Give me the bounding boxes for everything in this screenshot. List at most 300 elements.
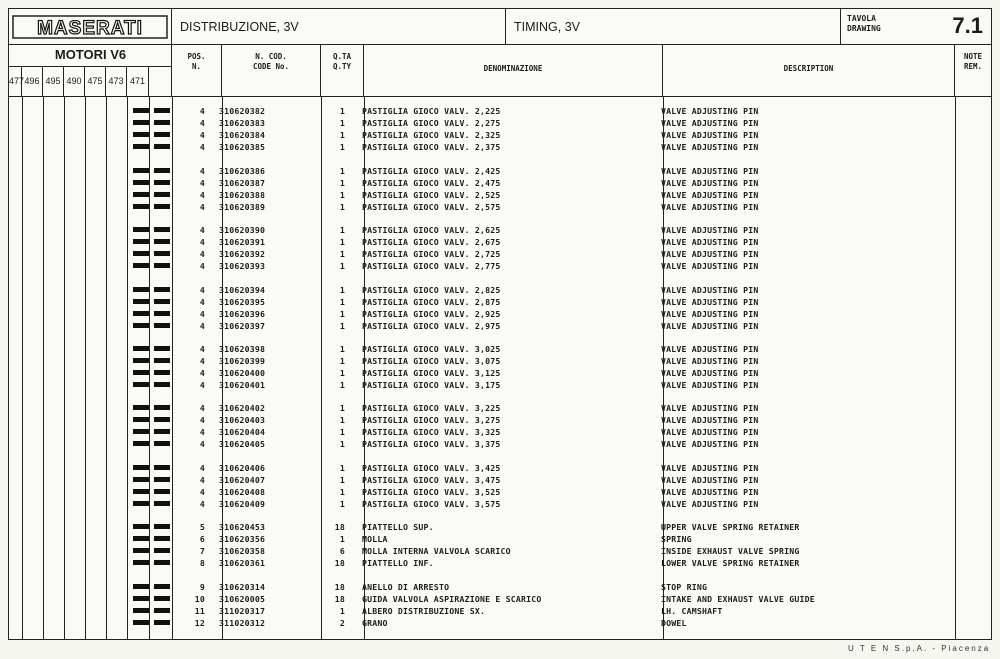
applicability-mark xyxy=(154,251,170,256)
description-cell: VALVE ADJUSTING PIN xyxy=(661,414,759,425)
description-cell: VALVE ADJUSTING PIN xyxy=(661,367,759,378)
applicability-mark xyxy=(133,180,149,185)
code-cell: 310620453 xyxy=(219,522,266,532)
qty-header: Q.TA Q.TY xyxy=(321,44,364,96)
applicability-mark xyxy=(133,263,149,268)
denominazione-cell: PASTIGLIA GIOCO VALV. 2,325 xyxy=(362,129,501,140)
description-cell: VALVE ADJUSTING PIN xyxy=(661,117,759,128)
applicability-mark xyxy=(133,560,149,565)
table-row xyxy=(9,141,991,153)
qty-cell: 1 xyxy=(339,189,345,200)
qty-cell: 1 xyxy=(339,379,345,390)
pos-cell: 4 xyxy=(199,166,205,176)
pos-cell: 4 xyxy=(199,463,205,473)
applicability-mark xyxy=(154,132,170,137)
svg-text:MASERATI: MASERATI xyxy=(37,17,143,39)
denominazione-cell: PASTIGLIA GIOCO VALV. 3,575 xyxy=(362,498,501,509)
applicability-mark xyxy=(133,382,149,387)
table-row xyxy=(9,236,991,248)
qty-cell: 1 xyxy=(339,117,345,128)
applicability-mark xyxy=(154,299,170,304)
table-row xyxy=(9,320,991,332)
table-row xyxy=(9,105,991,117)
code-cell: 310620395 xyxy=(219,296,266,307)
applicability-mark xyxy=(154,287,170,292)
pos-cell: 4 xyxy=(199,355,205,366)
denominazione-cell: MOLLA INTERNA VALVOLA SCARICO xyxy=(362,545,511,556)
table-row xyxy=(9,533,991,545)
applicability-mark xyxy=(133,239,149,244)
parts-catalog-page xyxy=(8,8,992,640)
table-row xyxy=(9,308,991,320)
qty-cell: 18 xyxy=(334,557,345,568)
pos-header: POS. N. xyxy=(172,44,222,96)
table-row xyxy=(9,426,991,438)
engine-column-473: 473 xyxy=(106,66,127,96)
qty-cell: 1 xyxy=(339,177,345,188)
table-row xyxy=(9,474,991,486)
applicability-mark xyxy=(133,120,149,125)
pos-cell: 4 xyxy=(199,320,205,331)
applicability-mark xyxy=(154,346,170,351)
denominazione-cell: PASTIGLIA GIOCO VALV. 2,525 xyxy=(362,189,501,200)
qty-cell: 1 xyxy=(339,498,345,509)
qty-cell: 1 xyxy=(339,236,345,247)
applicability-mark xyxy=(133,168,149,173)
applicability-mark xyxy=(133,370,149,375)
applicability-mark xyxy=(154,227,170,232)
denominazione-cell: PASTIGLIA GIOCO VALV. 2,825 xyxy=(362,285,501,295)
code-cell: 310620401 xyxy=(219,379,266,390)
description-cell: VALVE ADJUSTING PIN xyxy=(661,106,759,116)
qty-cell: 1 xyxy=(339,344,345,354)
code-cell: 310620409 xyxy=(219,498,266,509)
qty-cell: 1 xyxy=(339,463,345,473)
table-row xyxy=(9,260,991,272)
applicability-mark xyxy=(154,144,170,149)
maserati-logo-icon xyxy=(12,14,168,40)
denominazione-cell: MOLLA xyxy=(362,533,388,544)
applicability-mark xyxy=(154,239,170,244)
description-cell: VALVE ADJUSTING PIN xyxy=(661,285,759,295)
code-cell: 310620388 xyxy=(219,189,266,200)
code-cell: 310620386 xyxy=(219,166,266,176)
applicability-mark xyxy=(133,323,149,328)
applicability-mark xyxy=(154,524,170,529)
denominazione-cell: ANELLO DI ARRESTO xyxy=(362,582,450,592)
pos-cell: 4 xyxy=(199,486,205,497)
applicability-mark xyxy=(133,299,149,304)
table-row xyxy=(9,402,991,414)
applicability-mark xyxy=(154,192,170,197)
denominazione-cell: PASTIGLIA GIOCO VALV. 2,625 xyxy=(362,225,501,235)
denominazione-cell: GRANO xyxy=(362,617,388,628)
denominazione-header: DENOMINAZIONE xyxy=(364,44,663,96)
pos-cell: 4 xyxy=(199,438,205,449)
description-cell: VALVE ADJUSTING PIN xyxy=(661,379,759,390)
qty-cell: 6 xyxy=(339,545,345,556)
description-cell: VALVE ADJUSTING PIN xyxy=(661,296,759,307)
brand-logo xyxy=(9,9,172,44)
description-cell: VALVE ADJUSTING PIN xyxy=(661,166,759,176)
applicability-mark xyxy=(133,465,149,470)
table-row xyxy=(9,617,991,629)
pos-cell: 4 xyxy=(199,474,205,485)
applicability-mark xyxy=(133,192,149,197)
applicability-mark xyxy=(154,417,170,422)
denominazione-cell: PASTIGLIA GIOCO VALV. 3,325 xyxy=(362,426,501,437)
denominazione-cell: PASTIGLIA GIOCO VALV. 3,075 xyxy=(362,355,501,366)
denominazione-cell: PIATTELLO SUP. xyxy=(362,522,434,532)
table-row xyxy=(9,284,991,296)
applicability-mark xyxy=(133,204,149,209)
drawing-number-box xyxy=(841,9,991,44)
description-cell: VALVE ADJUSTING PIN xyxy=(661,426,759,437)
applicability-mark xyxy=(133,108,149,113)
pos-cell: 4 xyxy=(199,296,205,307)
applicability-mark xyxy=(133,596,149,601)
code-cell: 310620394 xyxy=(219,285,266,295)
denominazione-cell: PASTIGLIA GIOCO VALV. 2,875 xyxy=(362,296,501,307)
applicability-mark xyxy=(133,548,149,553)
engine-column-490: 490 xyxy=(64,66,85,96)
code-cell: 310620396 xyxy=(219,308,266,319)
applicability-mark xyxy=(154,358,170,363)
table-row xyxy=(9,296,991,308)
description-cell: LOWER VALVE SPRING RETAINER xyxy=(661,557,800,568)
pos-cell: 4 xyxy=(199,426,205,437)
description-cell: STOP RING xyxy=(661,582,708,592)
code-cell: 310620382 xyxy=(219,106,266,116)
denominazione-cell: PASTIGLIA GIOCO VALV. 3,025 xyxy=(362,344,501,354)
code-cell: 310620392 xyxy=(219,248,266,259)
code-cell: 310620358 xyxy=(219,545,266,556)
applicability-mark xyxy=(133,501,149,506)
qty-cell: 1 xyxy=(339,474,345,485)
applicability-mark xyxy=(154,370,170,375)
code-cell: 310620397 xyxy=(219,320,266,331)
qty-cell: 1 xyxy=(339,225,345,235)
description-cell: LH. CAMSHAFT xyxy=(661,605,723,616)
code-cell: 310620393 xyxy=(219,260,266,271)
description-cell: SPRING xyxy=(661,533,692,544)
pos-cell: 4 xyxy=(199,260,205,271)
denominazione-cell: ALBERO DISTRIBUZIONE SX. xyxy=(362,605,486,616)
description-cell: VALVE ADJUSTING PIN xyxy=(661,225,759,235)
applicability-mark xyxy=(154,180,170,185)
table-row xyxy=(9,201,991,213)
applicability-mark xyxy=(154,501,170,506)
qty-cell: 1 xyxy=(339,486,345,497)
table-row xyxy=(9,521,991,533)
code-cell: 310620399 xyxy=(219,355,266,366)
qty-cell: 1 xyxy=(339,355,345,366)
applicability-mark xyxy=(154,560,170,565)
applicability-mark xyxy=(154,429,170,434)
pos-cell: 4 xyxy=(199,248,205,259)
code-cell: 310620400 xyxy=(219,367,266,378)
code-cell: 310620391 xyxy=(219,236,266,247)
applicability-mark xyxy=(133,584,149,589)
applicability-mark xyxy=(154,584,170,589)
code-cell: 310620314 xyxy=(219,582,266,592)
description-cell: VALVE ADJUSTING PIN xyxy=(661,141,759,152)
qty-cell: 1 xyxy=(339,414,345,425)
pos-cell: 4 xyxy=(199,403,205,413)
section-title-en: TIMING, 3V xyxy=(506,9,841,44)
qty-cell: 18 xyxy=(334,593,345,604)
qty-cell: 1 xyxy=(339,403,345,413)
engine-column-471: 471 xyxy=(127,66,149,96)
pos-cell: 4 xyxy=(199,236,205,247)
pos-cell: 4 xyxy=(199,129,205,140)
applicability-mark xyxy=(154,489,170,494)
denominazione-cell: PASTIGLIA GIOCO VALV. 3,175 xyxy=(362,379,501,390)
applicability-mark xyxy=(133,441,149,446)
pos-cell: 4 xyxy=(199,225,205,235)
description-cell: VALVE ADJUSTING PIN xyxy=(661,474,759,485)
denominazione-cell: PASTIGLIA GIOCO VALV. 2,375 xyxy=(362,141,501,152)
description-cell: INTAKE AND EXHAUST VALVE GUIDE xyxy=(661,593,815,604)
engine-column-495: 495 xyxy=(43,66,64,96)
applicability-mark xyxy=(154,323,170,328)
pos-cell: 4 xyxy=(199,367,205,378)
code-cell: 310620408 xyxy=(219,486,266,497)
applicability-mark xyxy=(133,524,149,529)
applicability-mark xyxy=(133,620,149,625)
denominazione-cell: PASTIGLIA GIOCO VALV. 3,475 xyxy=(362,474,501,485)
denominazione-cell: PASTIGLIA GIOCO VALV. 3,225 xyxy=(362,403,501,413)
pos-cell: 8 xyxy=(199,557,205,568)
qty-cell: 1 xyxy=(339,426,345,437)
qty-cell: 1 xyxy=(339,260,345,271)
qty-cell: 1 xyxy=(339,129,345,140)
table-row xyxy=(9,177,991,189)
table-row xyxy=(9,414,991,426)
table-row xyxy=(9,189,991,201)
pos-cell: 4 xyxy=(199,177,205,188)
qty-cell: 1 xyxy=(339,320,345,331)
pos-cell: 4 xyxy=(199,117,205,128)
qty-cell: 1 xyxy=(339,438,345,449)
denominazione-cell: GUIDA VALVOLA ASPIRAZIONE E SCARICO xyxy=(362,593,542,604)
applicability-mark xyxy=(133,417,149,422)
table-row xyxy=(9,462,991,474)
description-cell: VALVE ADJUSTING PIN xyxy=(661,308,759,319)
qty-cell: 1 xyxy=(339,367,345,378)
table-row xyxy=(9,248,991,260)
pos-cell: 5 xyxy=(199,522,205,532)
tavola-label: TAVOLA xyxy=(847,14,876,23)
motori-header xyxy=(9,44,172,96)
denominazione-cell: PASTIGLIA GIOCO VALV. 2,425 xyxy=(362,166,501,176)
table-row xyxy=(9,605,991,617)
denominazione-cell: PASTIGLIA GIOCO VALV. 3,375 xyxy=(362,438,501,449)
qty-cell: 2 xyxy=(339,617,345,628)
description-cell: DOWEL xyxy=(661,617,687,628)
applicability-mark xyxy=(154,548,170,553)
table-row xyxy=(9,593,991,605)
description-cell: VALVE ADJUSTING PIN xyxy=(661,260,759,271)
applicability-mark xyxy=(133,227,149,232)
section-title-it: DISTRIBUZIONE, 3V xyxy=(172,9,506,44)
qty-cell: 1 xyxy=(339,296,345,307)
header-bar xyxy=(9,9,991,45)
applicability-mark xyxy=(154,382,170,387)
description-cell: VALVE ADJUSTING PIN xyxy=(661,236,759,247)
code-header: N. COD. CODE No. xyxy=(222,44,321,96)
denominazione-cell: PASTIGLIA GIOCO VALV. 2,775 xyxy=(362,260,501,271)
code-cell: 310620405 xyxy=(219,438,266,449)
code-cell: 310620361 xyxy=(219,557,266,568)
code-cell: 310620383 xyxy=(219,117,266,128)
table-row xyxy=(9,581,991,593)
qty-cell: 1 xyxy=(339,201,345,212)
pos-cell: 4 xyxy=(199,106,205,116)
applicability-mark xyxy=(133,489,149,494)
applicability-mark xyxy=(154,405,170,410)
code-cell: 310620356 xyxy=(219,533,266,544)
description-cell: VALVE ADJUSTING PIN xyxy=(661,129,759,140)
pos-cell: 11 xyxy=(194,605,205,616)
pos-cell: 4 xyxy=(199,379,205,390)
pos-cell: 4 xyxy=(199,285,205,295)
table-row xyxy=(9,343,991,355)
code-cell: 311020317 xyxy=(219,605,266,616)
drawing-label: DRAWING xyxy=(847,24,881,33)
qty-cell: 1 xyxy=(339,285,345,295)
code-cell: 310620404 xyxy=(219,426,266,437)
column-header-row xyxy=(9,44,991,97)
description-cell: VALVE ADJUSTING PIN xyxy=(661,201,759,212)
code-cell: 311020312 xyxy=(219,617,266,628)
pos-cell: 6 xyxy=(199,533,205,544)
table-row xyxy=(9,355,991,367)
pos-cell: 7 xyxy=(199,545,205,556)
qty-cell: 1 xyxy=(339,106,345,116)
applicability-mark xyxy=(133,311,149,316)
denominazione-cell: PIATTELLO INF. xyxy=(362,557,434,568)
engine-column-477: 477 xyxy=(9,66,22,96)
denominazione-cell: PASTIGLIA GIOCO VALV. 2,575 xyxy=(362,201,501,212)
applicability-mark xyxy=(133,132,149,137)
applicability-mark xyxy=(154,168,170,173)
code-cell: 310620005 xyxy=(219,593,266,604)
denominazione-cell: PASTIGLIA GIOCO VALV. 2,275 xyxy=(362,117,501,128)
table-row xyxy=(9,545,991,557)
pos-cell: 4 xyxy=(199,141,205,152)
applicability-mark xyxy=(154,441,170,446)
code-cell: 310620398 xyxy=(219,344,266,354)
pos-cell: 4 xyxy=(199,344,205,354)
table-row xyxy=(9,486,991,498)
applicability-mark xyxy=(133,144,149,149)
code-cell: 310620385 xyxy=(219,141,266,152)
drawing-number: 7.1 xyxy=(952,13,983,38)
applicability-mark xyxy=(133,429,149,434)
applicability-mark xyxy=(133,346,149,351)
engine-column-475: 475 xyxy=(85,66,106,96)
engine-column-496: 496 xyxy=(22,66,43,96)
description-cell: VALVE ADJUSTING PIN xyxy=(661,463,759,473)
applicability-mark xyxy=(133,251,149,256)
applicability-mark xyxy=(154,120,170,125)
code-cell: 310620387 xyxy=(219,177,266,188)
applicability-mark xyxy=(133,358,149,363)
applicability-mark xyxy=(154,536,170,541)
description-cell: VALVE ADJUSTING PIN xyxy=(661,355,759,366)
denominazione-cell: PASTIGLIA GIOCO VALV. 3,275 xyxy=(362,414,501,425)
code-cell: 310620390 xyxy=(219,225,266,235)
table-row xyxy=(9,498,991,510)
table-row xyxy=(9,367,991,379)
qty-cell: 1 xyxy=(339,141,345,152)
applicability-mark xyxy=(154,465,170,470)
code-cell: 310620403 xyxy=(219,414,266,425)
description-cell: VALVE ADJUSTING PIN xyxy=(661,498,759,509)
code-cell: 310620384 xyxy=(219,129,266,140)
description-cell: VALVE ADJUSTING PIN xyxy=(661,189,759,200)
motori-title: MOTORI V6 xyxy=(9,44,172,67)
code-cell: 310620406 xyxy=(219,463,266,473)
pos-cell: 4 xyxy=(199,414,205,425)
applicability-mark xyxy=(133,536,149,541)
denominazione-cell: PASTIGLIA GIOCO VALV. 2,725 xyxy=(362,248,501,259)
denominazione-cell: PASTIGLIA GIOCO VALV. 3,425 xyxy=(362,463,501,473)
pos-cell: 4 xyxy=(199,189,205,200)
table-row xyxy=(9,117,991,129)
qty-cell: 1 xyxy=(339,308,345,319)
denominazione-cell: PASTIGLIA GIOCO VALV. 3,525 xyxy=(362,486,501,497)
qty-cell: 18 xyxy=(334,582,345,592)
applicability-mark xyxy=(133,608,149,613)
pos-cell: 4 xyxy=(199,498,205,509)
applicability-mark xyxy=(154,608,170,613)
table-row xyxy=(9,438,991,450)
table-row xyxy=(9,379,991,391)
description-cell: VALVE ADJUSTING PIN xyxy=(661,320,759,331)
applicability-mark xyxy=(154,108,170,113)
applicability-mark xyxy=(154,477,170,482)
pos-cell: 4 xyxy=(199,308,205,319)
applicability-mark xyxy=(154,263,170,268)
applicability-mark xyxy=(154,204,170,209)
table-row xyxy=(9,224,991,236)
description-cell: UPPER VALVE SPRING RETAINER xyxy=(661,522,800,532)
applicability-mark xyxy=(133,477,149,482)
pos-cell: 12 xyxy=(194,617,205,628)
pos-cell: 9 xyxy=(199,582,205,592)
denominazione-cell: PASTIGLIA GIOCO VALV. 2,925 xyxy=(362,308,501,319)
qty-cell: 18 xyxy=(334,522,345,532)
description-cell: VALVE ADJUSTING PIN xyxy=(661,344,759,354)
applicability-mark xyxy=(154,311,170,316)
pos-cell: 10 xyxy=(194,593,205,604)
description-cell: VALVE ADJUSTING PIN xyxy=(661,438,759,449)
denominazione-cell: PASTIGLIA GIOCO VALV. 2,975 xyxy=(362,320,501,331)
qty-cell: 1 xyxy=(339,248,345,259)
code-cell: 310620402 xyxy=(219,403,266,413)
description-cell: VALVE ADJUSTING PIN xyxy=(661,403,759,413)
applicability-mark xyxy=(133,287,149,292)
qty-cell: 1 xyxy=(339,166,345,176)
applicability-mark xyxy=(154,596,170,601)
description-cell: INSIDE EXHAUST VALVE SPRING xyxy=(661,545,800,556)
qty-cell: 1 xyxy=(339,605,345,616)
denominazione-cell: PASTIGLIA GIOCO VALV. 3,125 xyxy=(362,367,501,378)
code-cell: 310620389 xyxy=(219,201,266,212)
description-header: DESCRIPTION xyxy=(663,44,955,96)
